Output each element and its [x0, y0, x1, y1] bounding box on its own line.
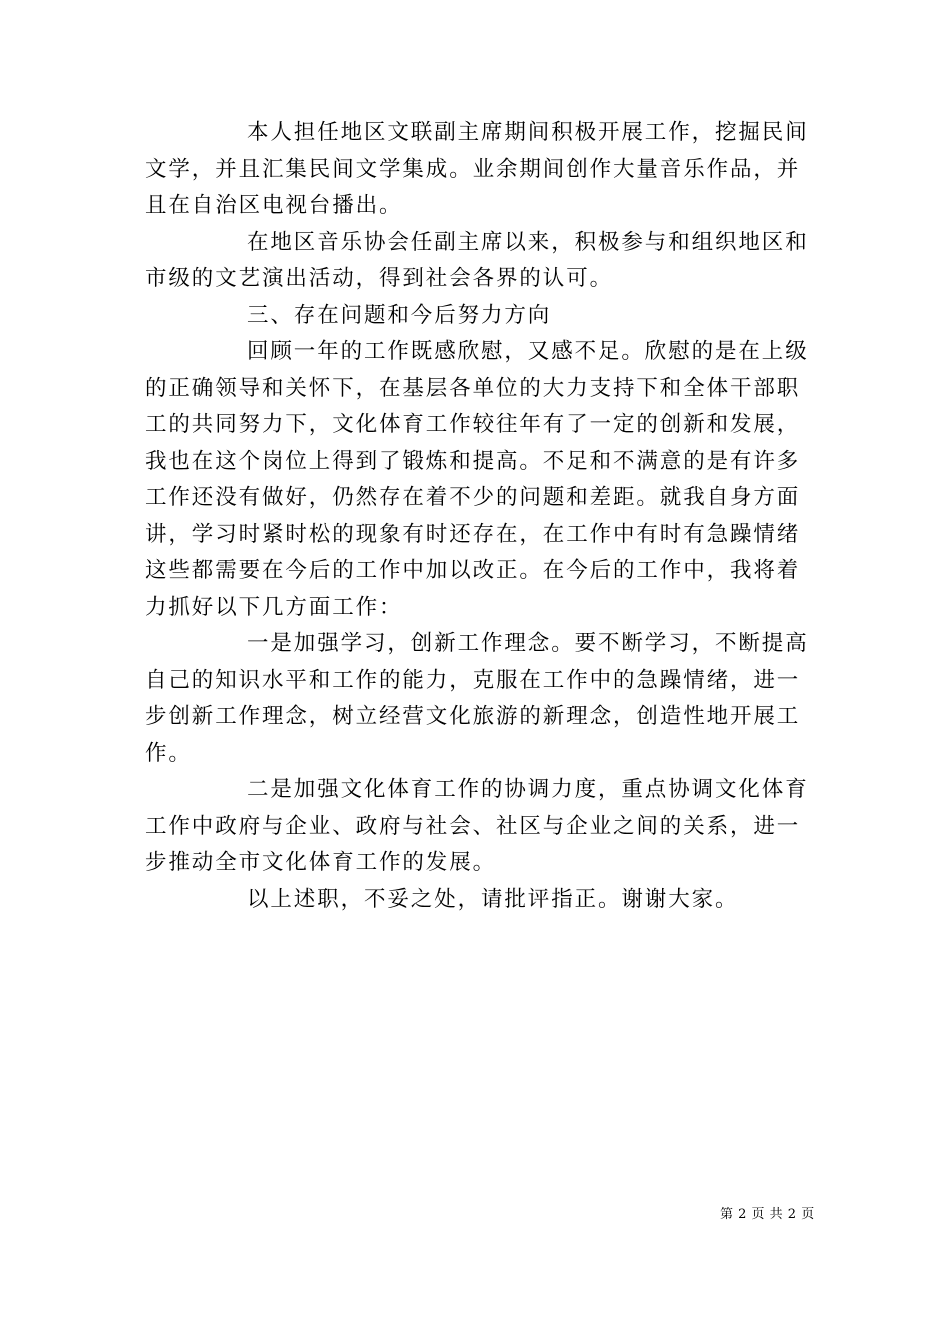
section-heading-problems: 三、存在问题和今后努力方向: [247, 302, 552, 328]
paragraph-review: 回顾一年的工作既感欣慰，又感不足。欣慰的是在上级的正确领导和关怀下，在基层各单位的大力支持下和全体干部职工的共同努力下，文化体育工作较往年有了一定的创新和发展，我也在这个岗位上得到了锻炼和提高。不足和不满意的是有许多工作还没有做好，仍然存在着不少的问题和差距。就我自身方面讲，学习时紧时松的现象有时还存在，在工作中有时有急躁情绪这些都需要在今后的工作中加以改正。在今后的工作中，我将着力抓好以下几方面工作：: [145, 339, 809, 620]
page-number-footer: 第 2 页 共 2 页: [720, 1207, 815, 1222]
paragraph-point-one: 一是加强学习，创新工作理念。要不断学习，不断提高自己的知识水平和工作的能力，克服在工作中的急躁情绪，进一步创新工作理念，树立经营文化旅游的新理念，创造性地开展工作。: [145, 631, 809, 766]
document-body: [145, 115, 810, 918]
paragraph-closing: 以上述职，不妥之处，请批评指正。谢谢大家。: [247, 886, 739, 912]
paragraph-point-two: 二是加强文化体育工作的协调力度，重点协调文化体育工作中政府与企业、政府与社会、社区与企业之间的关系，进一步推动全市文化体育工作的发展。: [145, 777, 809, 875]
paragraph-music-association: 在地区音乐协会任副主席以来，积极参与和组织地区和市级的文艺演出活动，得到社会各界的认可。: [145, 229, 809, 291]
paragraph-art-federation: 本人担任地区文联副主席期间积极开展工作，挖掘民间文学，并且汇集民间文学集成。业余期间创作大量音乐作品，并且在自治区电视台播出。: [145, 120, 809, 218]
